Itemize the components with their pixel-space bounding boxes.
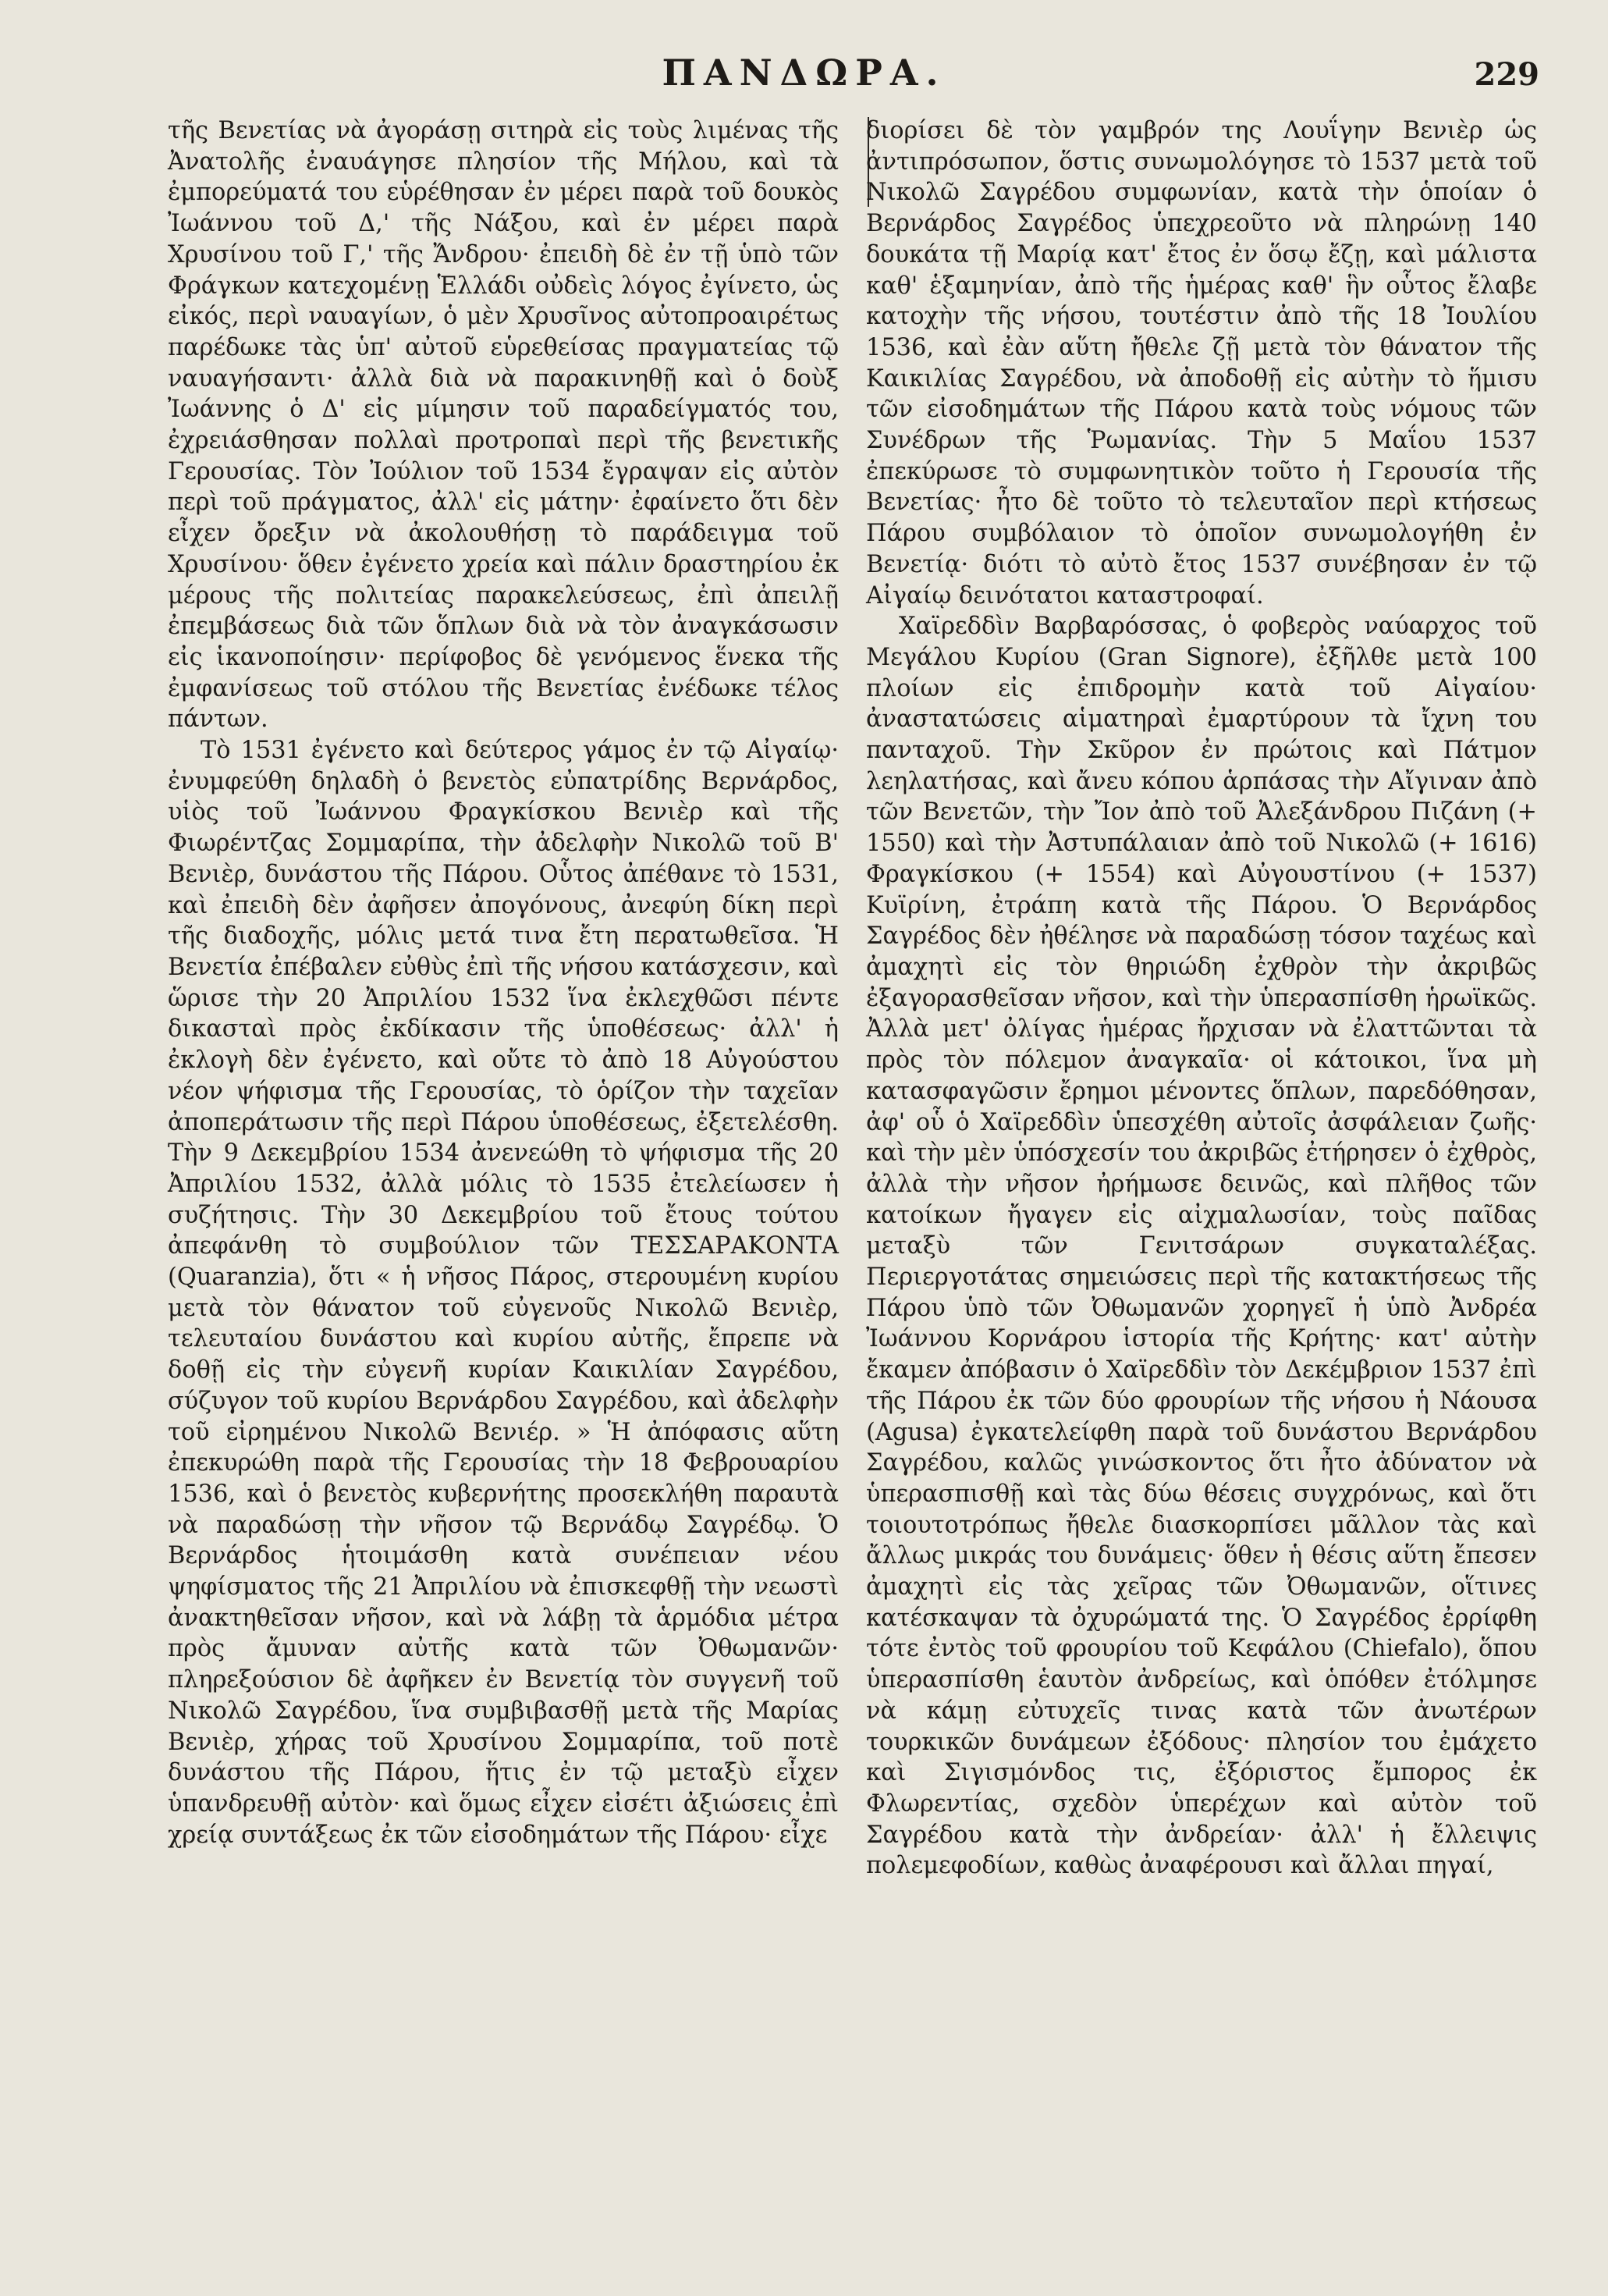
right-paragraph-2: Χαϊρεδδὶν Βαρβαρόσσας, ὁ φοβερὸς ναύαρχος τοῦ Μεγάλου Κυρίου (Gran Signore), ἐξῆλθε μετὰ 100 πλοίων εἰς ἐπιδρομὴν κατὰ τοῦ Αἰγαίου· ἀναστατώσεις αἱματηραὶ ἐμαρτύρουν τὰ ἴχνη του πανταχοῦ. Τὴν Σκῦρον ἐν πρώτοις καὶ Πάτμον λεηλατήσας, καὶ ἄνευ κόπου ἁρπάσας τὴν Αἴγιναν ἀπὸ τῶν Βενετῶν, τὴν Ἴον ἀπὸ τοῦ Ἀλεξάνδρου Πιζάνη (+ 1550) καὶ τὴν Ἀστυπάλαιαν ἀπὸ τοῦ Νικολῶ (+ 1616) Φραγκίσκου (+ 1554) καὶ Αὐγουστίνου (+ 1537) Κυϊρίνη, ἐτράπη κατὰ τῆς Πάρου. Ὁ Βερνάρδος Σαγρέδος δὲν ἠθέλησε νὰ παραδώσῃ τόσον ταχέως καὶ ἀμαχητὶ εἰς τὸν θηριώδη ἐχθρὸν τὴν ἀκριβῶς ἐξαγορασθεῖσαν νῆσον, καὶ τὴν ὑπερασπίσθη ἡρωϊκῶς. Ἀλλὰ μετ' ὀλίγας ἡμέρας ἤρχισαν νὰ ἐλαττῶνται τὰ πρὸς τὸν πόλεμον ἀναγκαῖα· οἱ κάτοικοι, ἵνα μὴ κατασφαγῶσιν ἔρημοι μένοντες ὅπλων, παρεδόθησαν, ἀφ' οὗ ὁ Χαϊρεδδὶν ὑπεσχέθη αὐτοῖς ἀσφάλειαν ζωῆς· καὶ τὴν μὲν ὑπόσχεσίν του ἀκριβῶς ἐτήρησεν ὁ ἐχθρὸς, ἀλλὰ τὴν νῆσον ἠρήμωσε δεινῶς, καὶ πλῆθος τῶν κατοίκων ἤγαγεν εἰς αἰχμαλωσίαν, τοὺς παῖδας μεταξὺ τῶν Γενιτσάρων συγκαταλέξας. Περιεργοτάτας σημειώσεις περὶ τῆς κατακτήσεως τῆς Πάρου ὑπὸ τῶν Ὀθωμανῶν χορηγεῖ ἡ ὑπὸ Ἀνδρέα Ἰωάννου Κορνάρου ἱστορία τῆς Κρήτης· κατ' αὐτὴν ἔκαμεν ἀπόβασιν ὁ Χαϊρεδδὶν τὸν Δεκέμβριον 1537 ἐπὶ τῆς Πάρου ἐκ τῶν δύο φρουρίων τῆς νήσου ἡ Νάουσα (Agusa) ἐγκατελείφθη παρὰ τοῦ δυνάστου Βερνάρδου Σαγρέδου, καλῶς γινώσκοντος ὅτι ἦτο ἀδύνατον νὰ ὑπερασπισθῇ καὶ τὰς δύω θέσεις συγχρόνως, καὶ ὅτι τοιουτοτρόπως ἤθελε διασκορπίσει μᾶλλον τὰς καὶ ἄλλως μικράς του δυνάμεις· ὅθεν ἡ θέσις αὕτη ἔπεσεν ἀμαχητὶ εἰς τὰς χεῖρας τῶν Ὀθωμανῶν, οἵτινες κατέσκαψαν τὰ ὀχυρώματά της. Ὁ Σαγρέδος ἐρρίφθη τότε ἐντὸς τοῦ φρουρίου τοῦ Κεφάλου (Chiefalo), ὅπου ὑπερασπίσθη ἑαυτὸν ἀνδρείως, καὶ ὁπόθεν ἐτόλμησε νὰ κάμῃ εὐτυχεῖς τινας κατὰ τῶν ἀνωτέρων τουρκικῶν δυνάμεων ἐξόδους· πλησίον του ἐμάχετο καὶ Σιγισμόνδος τις, ἐξόριστος ἔμπορος ἐκ Φλωρεντίας, σχεδὸν ὑπερέχων καὶ αὐτὸν τοῦ Σαγρέδου κατὰ τὴν ἀνδρείαν· ἀλλ' ἡ ἔλλειψις πολεμεφοδίων, καθὼς ἀναφέρουσι καὶ ἄλλαι πηγαί, xyxy=(866,613,1537,1880)
right-column xyxy=(866,116,1537,1882)
left-column xyxy=(168,116,839,1850)
left-paragraph-1: τῆς Βενετίας νὰ ἀγοράσῃ σιτηρὰ εἰς τοὺς λιμένας τῆς Ἀνατολῆς ἐναυάγησε πλησίον τῆς Μήλου, καὶ τὰ ἐμπορεύματά του εὑρέθησαν ἐν μέρει παρὰ τοῦ δουκὸς Ἰωάννου τοῦ Δ,' τῆς Νάξου, καὶ ἐν μέρει παρὰ Χρυσίνου τοῦ Γ,' τῆς Ἄνδρου· ἐπειδὴ δὲ ἐν τῇ ὑπὸ τῶν Φράγκων κατεχομένῃ Ἑλλάδι οὐδεὶς λόγος ἐγίνετο, ὡς εἰκός, περὶ ναυαγίων, ὁ μὲν Χρυσῖνος αὐτοπροαιρέτως παρέδωκε τὰς ὑπ' αὐτοῦ εὑρεθείσας πραγματείας τῷ ναυαγήσαντι· ἀλλὰ διὰ νὰ παρακινηθῇ καὶ ὁ δοὺξ Ἰωάννης ὁ Δ' εἰς μίμησιν τοῦ παραδείγματός του, ἐχρειάσθησαν πολλαὶ προτροπαὶ περὶ τῆς βενετικῆς Γερουσίας. Τὸν Ἰούλιον τοῦ 1534 ἔγραψαν εἰς αὐτὸν περὶ τοῦ πράγματος, ἀλλ' εἰς μάτην· ἐφαίνετο ὅτι δὲν εἶχεν ὄρεξιν νὰ ἀκολουθήσῃ τὸ παράδειγμα τοῦ Χρυσίνου· ὅθεν ἐγένετο χρεία καὶ πάλιν δραστηρίου ἐκ μέρους τῆς πολιτείας παρακελεύσεως, ἐπὶ ἀπειλῇ ἐπεμβάσεως διὰ τῶν ὅπλων διὰ νὰ τὸν ἀναγκάσωσιν εἰς ἱκανοποίησιν· περίφοβος δὲ γενόμενος ἕνεκα τῆς ἐμφανίσεως τοῦ στόλου τῆς Βενετίας ἐνέδωκε τέλος πάντων. xyxy=(168,117,839,734)
running-title: ΠΑΝΔΩΡΑ. xyxy=(662,52,946,94)
left-paragraph-2: Τὸ 1531 ἐγένετο καὶ δεύτερος γάμος ἐν τῷ Αἰγαίῳ· ἐνυμφεύθη δηλαδὴ ὁ βενετὸς εὐπατρίδης Βερνάρδος, υἱὸς τοῦ Ἰωάννου Φραγκίσκου Βενιὲρ καὶ τῆς Φιωρέντζας Σομμαρίπα, τὴν ἀδελφὴν Νικολῶ τοῦ Β' Βενιὲρ, δυνάστου τῆς Πάρου. Οὗτος ἀπέθανε τὸ 1531, καὶ ἐπειδὴ δὲν ἀφῆσεν ἀπογόνους, ἀνεφύη δίκη περὶ τῆς διαδοχῆς, μόλις μετά τινα ἔτη περατωθεῖσα. Ἡ Βενετία ἐπέβαλεν εὐθὺς ἐπὶ τῆς νήσου κατάσχεσιν, καὶ ὥρισε τὴν 20 Ἀπριλίου 1532 ἵνα ἐκλεχθῶσι πέντε δικασταὶ πρὸς ἐκδίκασιν τῆς ὑποθέσεως· ἀλλ' ἡ ἐκλογὴ δὲν ἐγένετο, καὶ οὔτε τὸ ἀπὸ 18 Αὐγούστου νέον ψήφισμα τῆς Γερουσίας, τὸ ὁρίζον τὴν ταχεῖαν ἀποπεράτωσιν τῆς περὶ Πάρου ὑποθέσεως, ἐξετελέσθη. Τὴν 9 Δεκεμβρίου 1534 ἀνενεώθη τὸ ψήφισμα τῆς 20 Ἀπριλίου 1532, ἀλλὰ μόλις τὸ 1535 ἐτελείωσεν ἡ συζήτησις. Τὴν 30 Δεκεμβρίου τοῦ ἔτους τούτου ἀπεφάνθη τὸ συμβούλιον τῶν ΤΕΣΣΑΡΑΚΟΝΤΑ (Quaranzia), ὅτι « ἡ νῆσος Πάρος, στερουμένη κυρίου μετὰ τὸν θάνατον τοῦ εὐγενοῦς Νικολῶ Βενιὲρ, τελευταίου δυνάστου καὶ κυρίου αὐτῆς, ἔπρεπε νὰ δοθῇ εἰς τὴν εὐγενῆ κυρίαν Καικιλίαν Σαγρέδου, σύζυγον τοῦ κυρίου Βερνάρδου Σαγρέδου, καὶ ἀδελφὴν τοῦ εἰρημένου Νικολῶ Βενιέρ. » Ἡ ἀπόφασις αὕτη ἐπεκυρώθη παρὰ τῆς Γερουσίας τὴν 18 Φεβρουαρίου 1536, καὶ ὁ βενετὸς κυβερνήτης προσεκλήθη παραυτὰ νὰ παραδώσῃ τὴν νῆσον τῷ Βερνάδῳ Σαγρέδῳ. Ὁ Βερνάρδος ἡτοιμάσθη κατὰ συνέπειαν νέου ψηφίσματος τῆς 21 Ἀπριλίου νὰ ἐπισκεφθῇ τὴν νεωστὶ ἀνακτηθεῖσαν νῆσον, καὶ νὰ λάβῃ τὰ ἁρμόδια μέτρα πρὸς ἄμυναν αὐτῆς κατὰ τῶν Ὀθωμανῶν· πληρεξούσιον δὲ ἀφῆκεν ἐν Βενετίᾳ τὸν συγγενῆ τοῦ Νικολῶ Σαγρέδου, ἵνα συμβιβασθῇ μετὰ τῆς Μαρίας Βενιὲρ, χήρας τοῦ Χρυσίνου Σομμαρίπα, τοῦ ποτὲ δυνάστου τῆς Πάρου, ἥτις ἐν τῷ μεταξὺ εἶχεν ὑπανδρευθῇ αὐτὸν· καὶ ὅμως εἶχεν εἰσέτι ἀξιώσεις ἐπὶ χρείᾳ συντάξεως ἐκ τῶν εἰσοδημάτων τῆς Πάρου· εἶχε xyxy=(168,737,839,1849)
right-paragraph-1: διορίσει δὲ τὸν γαμβρόν της Λουΐγην Βενιὲρ ὡς ἀντιπρόσωπον, ὅστις συνωμολόγησε τὸ 1537 μετὰ τοῦ Νικολῶ Σαγρέδου συμφωνίαν, κατὰ τὴν ὁποίαν ὁ Βερνάρδος Σαγρέδος ὑπεχρεοῦτο νὰ πληρώνῃ 140 δουκάτα τῇ Μαρίᾳ κατ' ἔτος ἐν ὅσῳ ἔζῃ, καὶ μάλιστα καθ' ἑξαμηνίαν, ἀπὸ τῆς ἡμέρας καθ' ἣν οὗτος ἔλαβε κατοχὴν τῆς νήσου, τουτέστιν ἀπὸ τῆς 18 Ἰουλίου 1536, καὶ ἐὰν αὕτη ἤθελε ζῇ μετὰ τὸν θάνατον τῆς Καικιλίας Σαγρέδου, νὰ ἀποδοθῇ εἰς αὐτὴν τὸ ἥμισυ τῶν εἰσοδημάτων τῆς Πάρου κατὰ τοὺς νόμους τῶν Συνέδρων τῆς Ῥωμανίας. Τὴν 5 Μαΐου 1537 ἐπεκύρωσε τὸ συμφωνητικὸν τοῦτο ἡ Γερουσία τῆς Βενετίας· ἦτο δὲ τοῦτο τὸ τελευταῖον περὶ κτήσεως Πάρου συμβόλαιον τὸ ὁποῖον συνωμολογήθη ἐν Βενετίᾳ· διότι τὸ αὐτὸ ἔτος 1537 συνέβησαν ἐν τῷ Αἰγαίῳ δεινότατοι καταστροφαί. xyxy=(866,117,1537,610)
page-number: 229 xyxy=(1474,56,1539,93)
